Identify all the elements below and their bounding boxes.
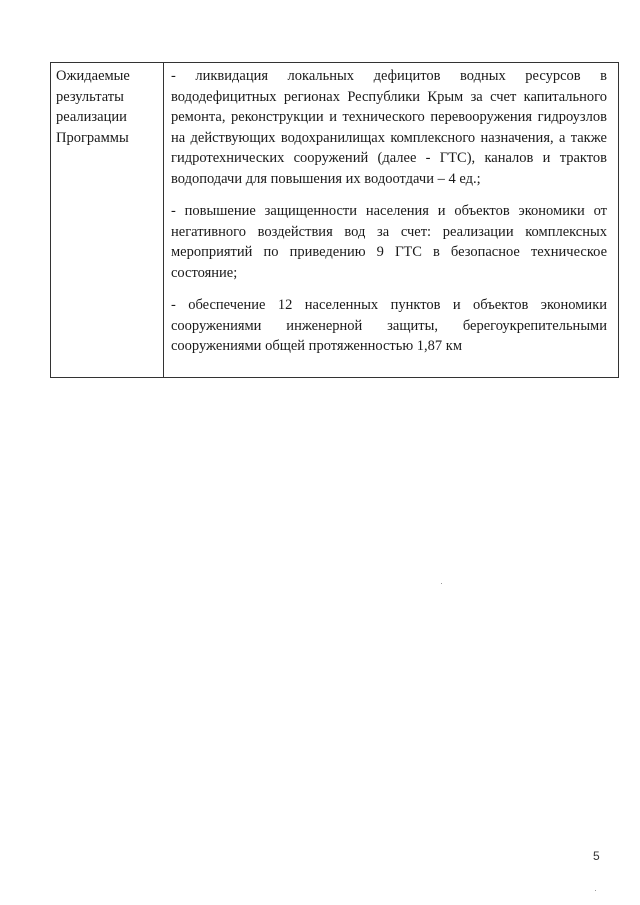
programme-results-table — [50, 62, 619, 378]
result-item: - повышение защищенности населения и объектов экономики от негативного воздействия вод за счет: реализации комплексных мероприятий по приведению 9 ГТС в безопасное техническое состояние; — [171, 203, 607, 281]
scan-speck — [595, 890, 596, 891]
scan-speck — [441, 583, 442, 584]
label-cell — [56, 66, 160, 148]
label-line: Программы — [56, 129, 129, 146]
label-line: реализации — [56, 109, 127, 125]
page-number: 5 — [593, 849, 600, 863]
result-item: - ликвидация локальных дефицитов водных ресурсов в вододефицитных регионах Республики Крым за счет капитального ремонта, реконструкции и технического перевооружения гидроузлов на действующих водохранилищах комплексного назначения, а также гидротехнических сооружений (далее - ГТС), каналов и трактов водоподачи для повышения их водоотдачи – 4 ед.; — [171, 68, 607, 187]
result-item: - обеспечение 12 населенных пунктов и объектов экономики сооружениями инженерной защиты, берегоукрепительными сооружениями общей протяженностью 1,87 км — [171, 297, 607, 354]
label-line: Ожидаемые — [56, 68, 130, 84]
column-divider — [163, 63, 164, 377]
content-cell — [171, 66, 607, 357]
label-line: результаты — [56, 88, 124, 105]
